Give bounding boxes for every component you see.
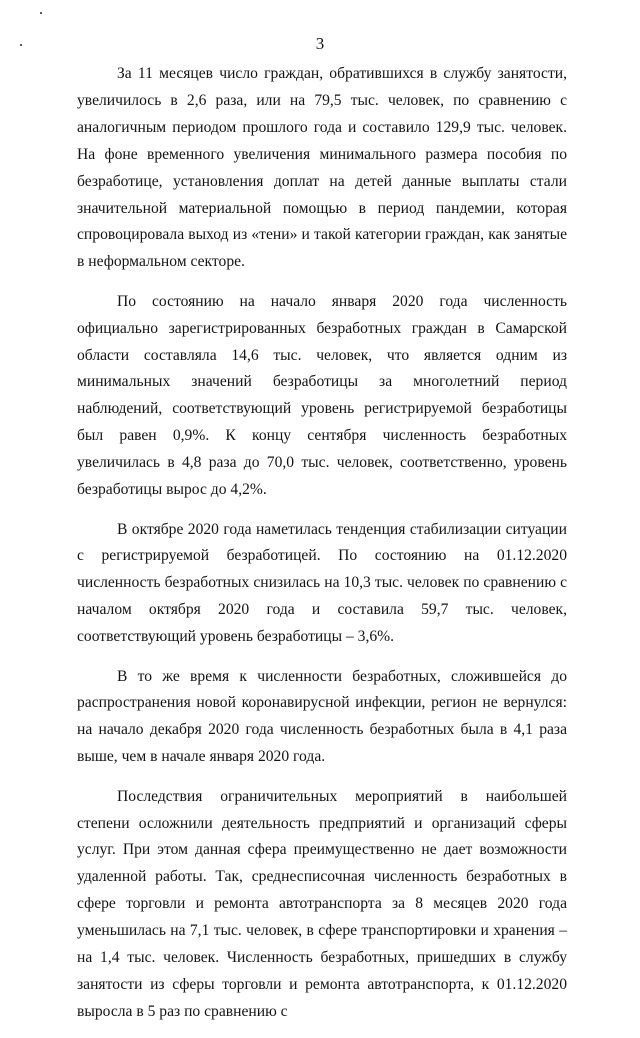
scan-speck-top-left bbox=[40, 12, 42, 14]
paragraph-applicants: За 11 месяцев число граждан, обратившихся в службу занятости, увеличилось в 2,6 раза, или на 79,5 тыс. человек, по сравнению с аналогичным периодом прошлого года и составило 129,9 тыс. человек. На фоне временного увеличения минимального размера пособия по безработице, установления доплат на детей данные выплаты стали значительной материальной помощью в период пандемии, которая спровоцировала выход из «тени» и такой категории граждан, как занятые в неформальном секторе. bbox=[77, 65, 567, 271]
paragraph-unemployment-start-of-year: По состоянию на начало января 2020 года численность официально зарегистрированных безработных граждан в Самарской области составляла 14,6 тыс. человек, что является одним из минимальных значений безработицы за многолетний период наблюдений, соответствующий уровень регистрируемой безработицы был равен 0,9%. К концу сентября численность безработных увеличилась в 4,8 раза до 70,0 тыс. человек, соответственно, уровень безработицы вырос до 4,2%. bbox=[77, 292, 567, 499]
paragraph-october-stabilization: В октябре 2020 года наметилась тенденция стабилизации ситуации с регистрируемой безработицей. По состоянию на 01.12.2020 численность безработных снизилась на 10,3 тыс. человек по сравнению с началом октября 2020 года и составила 59,7 тыс. человек, соответствующий уровень безработицы – 3,6%. bbox=[77, 520, 567, 646]
page-number: 3 bbox=[315, 34, 325, 53]
document-body bbox=[77, 61, 567, 1038]
paragraph-service-sector: Последствия ограничительных мероприятий в наибольшей степени осложнили деятельность предприятий и организаций сферы услуг. При этом данная сфера преимущественно не дает возможности удаленной работы. Так, среднесписочная численность безработных в сфере торговли и ремонта автотранспорта за 8 месяцев 2020 года уменьшилась на 7,1 тыс. человек, в сфере транспортировки и хранения – на 1,4 тыс. человек. Численность безработных, пришедших в службу занятости из сферы торговли и ремонта автотранспорта, к 01.12.2020 выросла в 5 раз по сравнению с bbox=[77, 787, 567, 1020]
paragraph-pre-pandemic-comparison: В то же время к численности безработных, сложившейся до распространения новой коронавирусной инфекции, регион не вернулся: на начало декабря 2020 года численность безработных была в 4,1 раза выше, чем в начале января 2020 года. bbox=[77, 667, 567, 766]
